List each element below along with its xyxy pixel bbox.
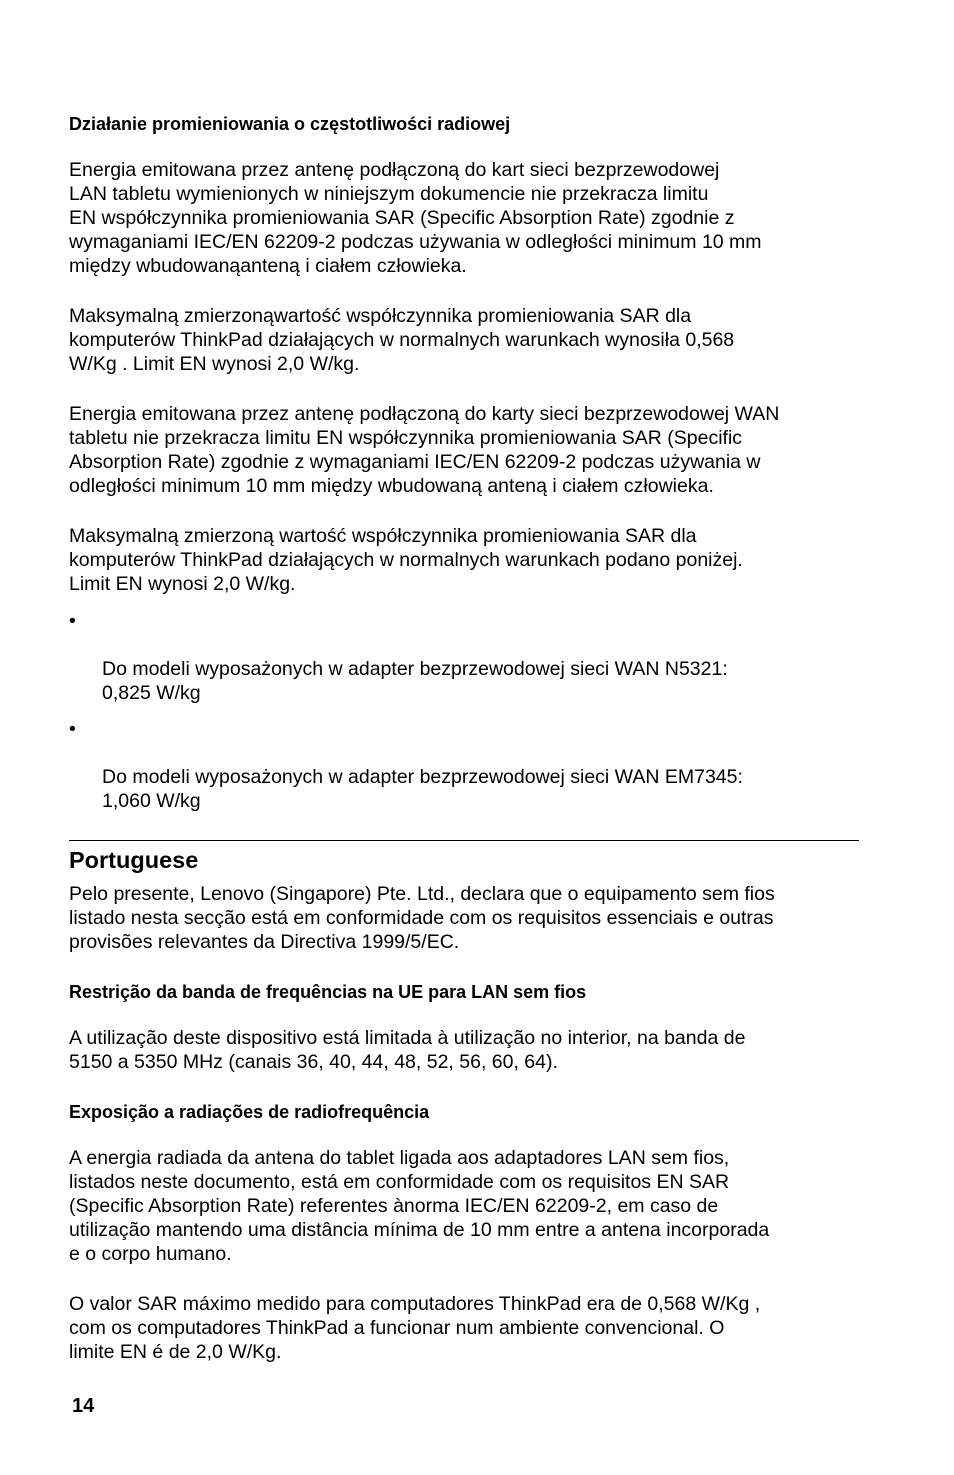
list-item-text: Do modeli wyposażonych w adapter bezprzewodowej sieci WAN N5321: 0,825 W/kg [102,658,728,704]
portuguese-rf-heading: Exposição a radiações de radiofrequência [69,1102,430,1122]
portuguese-band-paragraph: A utilização deste dispositivo está limitada à utilização no interior, na banda de 5150 a 5350 MHz (canais 36, 40, 44, 48, 52, 56, 60, 64). [69,1027,746,1073]
portuguese-intro: Pelo presente, Lenovo (Singapore) Pte. Ltd., declara que o equipamento sem fios listado nesta secção está em conformidade com os requisitos essenciais e outras provisões relevantes da Directiva 1999/5/EC. [69,883,775,953]
list-item [69,609,861,705]
polish-paragraph-lan: Energia emitowana przez antenę podłączoną do kart sieci bezprzewodowej LAN tabletu wymienionych w niniejszym dokumencie nie przekracza limitu EN współczynnika promieniowania SAR (Specific Absorption Rate) zgodnie z wymaganiami IEC/EN 62209-2 podczas używania w odległości minimum 10 mm między wbudowanąanteną i ciałem człowieka. [69,159,762,277]
page-number: 14 [72,1395,95,1417]
portuguese-rf-paragraph: A energia radiada da antena do tablet ligada aos adaptadores LAN sem fios, listados neste documento, está em conformidade com os requisitos EN SAR (Specific Absorption Rate) referentes ànorma IEC/EN 62209-2, em caso de utilização mantendo uma distância mínima de 10 mm entre a antena incorporada e o corpo humano. [69,1147,770,1265]
portuguese-sar-paragraph: O valor SAR máximo medido para computadores ThinkPad era de 0,568 W/Kg , com os computadores ThinkPad a funcionar num ambiente convencional. O limite EN é de 2,0 W/Kg. [69,1293,761,1363]
portuguese-band-heading: Restrição da banda de frequências na UE para LAN sem fios [69,982,587,1002]
section-divider [69,840,859,841]
polish-paragraph-wan: Energia emitowana przez antenę podłączoną do karty sieci bezprzewodowej WAN tabletu nie przekracza limitu EN współczynnika promieniowania SAR (Specific Absorption Rate) zgodnie z wymaganiami IEC/EN 62209-2 podczas używania w odległości minimum 10 mm między wbudowaną anteną i ciałem człowieka. [69,403,780,497]
polish-paragraph-sar-wan: Maksymalną zmierzoną wartość współczynnika promieniowania SAR dla komputerów ThinkPad działających w normalnych warunkach podano poniżej. Limit EN wynosi 2,0 W/kg. [69,525,743,595]
polish-sar-list [69,609,861,813]
bullet-icon: • [69,610,76,632]
list-item [69,717,861,813]
list-item-text: Do modeli wyposażonych w adapter bezprzewodowej sieci WAN EM7345: 1,060 W/kg [102,766,743,812]
document-page [69,112,861,1364]
polish-paragraph-sar-lan: Maksymalną zmierzonąwartość współczynnika promieniowania SAR dla komputerów ThinkPad działających w normalnych warunkach wynosiła 0,568 W/Kg . Limit EN wynosi 2,0 W/kg. [69,305,735,375]
bullet-icon: • [69,718,76,740]
polish-rf-heading: Działanie promieniowania o częstotliwości radiowej [69,114,511,134]
section-title-portuguese: Portuguese [69,847,199,873]
